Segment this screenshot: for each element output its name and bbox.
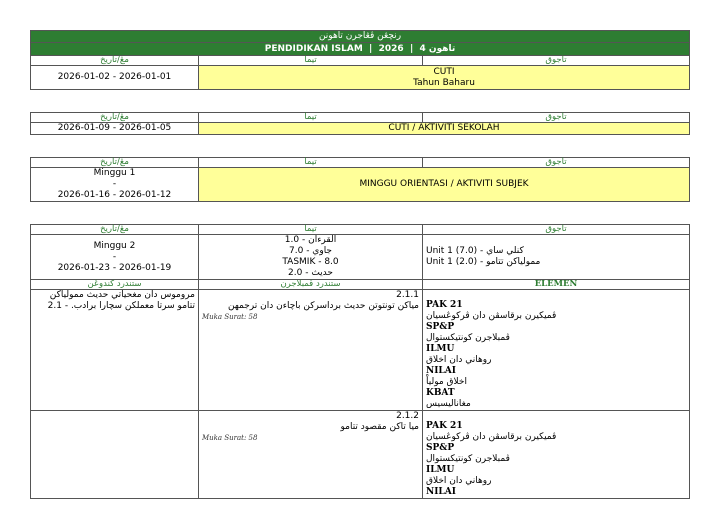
tema-item: TASMIK - 8.0: [282, 257, 339, 267]
tema-item: جاوي - 7.0: [289, 246, 332, 256]
week-date-cell: [31, 168, 199, 202]
elemen-item: اخلاق مولياْ: [426, 377, 467, 387]
standard-pembelajaran-1: [199, 290, 423, 411]
week-table-cuti-aktiviti: [30, 112, 690, 135]
col-tarikh: مڠ/تاريخ: [31, 225, 199, 235]
standard-kandungan: مروموس دان مغحياتي حديث ممولياكن تتامو سرتا معملكن سچارا برادب. - 2.1: [31, 290, 199, 411]
activity-subtitle: Tahun Baharu: [413, 77, 475, 88]
sp-code: 2.1.1: [396, 290, 419, 300]
standard-pembelajaran-2: [199, 411, 423, 499]
sp-text: ميا تاكن مقصود تتامو: [340, 422, 419, 432]
elemen-heading: ILMU: [426, 344, 455, 354]
col-tarikh: مڠ/تاريخ: [31, 56, 199, 66]
date-range: 2026-01-16 - 2026-01-12: [57, 190, 172, 200]
tajuk-list: [423, 235, 690, 280]
date-range: 2026-01-02 - 2026-01-01: [31, 66, 199, 90]
subject-header: PENDIDIKAN ISLAM | 2026 | تاهون 4: [31, 43, 690, 56]
week-label: Minggu 2: [93, 240, 136, 251]
standard-kandungan-empty: [31, 411, 199, 499]
elemen-item: مغاناليسيس: [426, 399, 471, 409]
col-tema: تيما: [199, 113, 423, 123]
col-tajuk: تاجوق: [423, 158, 690, 168]
activity-title: CUTI / AKTIVITI SEKOLAH: [199, 123, 690, 135]
sp-code: 2.1.2: [396, 411, 419, 421]
tema-item: حديث - 2.0: [288, 268, 333, 278]
col-tema: تيما: [199, 158, 423, 168]
week-label: Minggu 1: [93, 168, 136, 178]
elemen-item: روهاني دان اخلاق: [426, 476, 492, 486]
week-table-minggu-1: [30, 157, 690, 202]
elemen-heading: KBAT: [426, 388, 455, 398]
page-reference: Muka Surat: 58: [202, 434, 258, 442]
page-reference: Muka Surat: 58: [202, 313, 258, 321]
rpt-document: [30, 30, 689, 499]
elemen-list-1: [423, 290, 690, 411]
col-tema: تيما: [199, 225, 423, 235]
elemen-item: ڤمبلاجرن كونتيكستوال: [426, 454, 510, 464]
activity-title: MINGGU ORIENTASI / AKTIVITI SUBJEK: [199, 168, 690, 202]
elemen-item: ڤميكيرن برقاسڤن دان ڤركوڠسيان: [426, 432, 557, 442]
elemen-heading: NILAI: [426, 366, 456, 376]
year: 2026: [378, 43, 404, 54]
sp-text: مياكن تونتوتن حديث برداسرکن باچاءن دان ترجمهن: [228, 301, 419, 311]
subject-name: PENDIDIKAN ISLAM: [264, 43, 363, 54]
document-title-ar: رنچڠن ڤڠاجرن تاهونن: [31, 31, 690, 43]
date-range: 2026-01-09 - 2026-01-05: [31, 123, 199, 135]
col-tarikh: مڠ/تاريخ: [31, 158, 199, 168]
week-table-cuti-tahun-baharu: [30, 30, 690, 90]
elemen-item: ڤمبلاجرن كونتيكستوال: [426, 333, 510, 343]
week-table-minggu-2: [30, 224, 690, 499]
tahun-label: تاهون 4: [419, 43, 456, 54]
elemen-heading: PAK 21: [426, 300, 463, 310]
col-tajuk: تاجوق: [423, 113, 690, 123]
separator: -: [112, 251, 117, 262]
col-tajuk: تاجوق: [423, 225, 690, 235]
elemen-item: روهاني دان اخلاق: [426, 355, 492, 365]
activity-cell: [199, 66, 690, 90]
tajuk-item: Unit 1 (2.0) - ممولياكن تتامو: [426, 257, 541, 267]
activity-title: CUTI: [433, 66, 455, 77]
tema-item: القرءان - 1.0: [284, 235, 337, 245]
tema-list: [199, 235, 423, 280]
separator: -: [112, 179, 117, 189]
tajuk-item: Unit 1 (7.0) - كنلي ساي: [426, 246, 524, 256]
col-standard-pembelajaran: ستندرد ڤمبلاجرن: [199, 280, 423, 290]
elemen-heading: PAK 21: [426, 421, 463, 431]
week-date-cell: [31, 235, 199, 280]
col-tarikh: مڠ/تاريخ: [31, 113, 199, 123]
col-tajuk: تاجوق: [423, 56, 690, 66]
elemen-heading: ILMU: [426, 465, 455, 475]
col-tema: تيما: [199, 56, 423, 66]
elemen-heading: NILAI: [426, 487, 456, 497]
col-elemen: ELEMEN: [423, 280, 690, 290]
elemen-heading: SP&P: [426, 443, 455, 453]
elemen-heading: SP&P: [426, 322, 455, 332]
date-range: 2026-01-23 - 2026-01-19: [57, 262, 172, 273]
elemen-item: ڤميكيرن برقاسڤن دان ڤركوڠسيان: [426, 311, 557, 321]
col-standard-kandungan: ستندرد کندوڠن: [31, 280, 199, 290]
elemen-list-2: [423, 411, 690, 499]
